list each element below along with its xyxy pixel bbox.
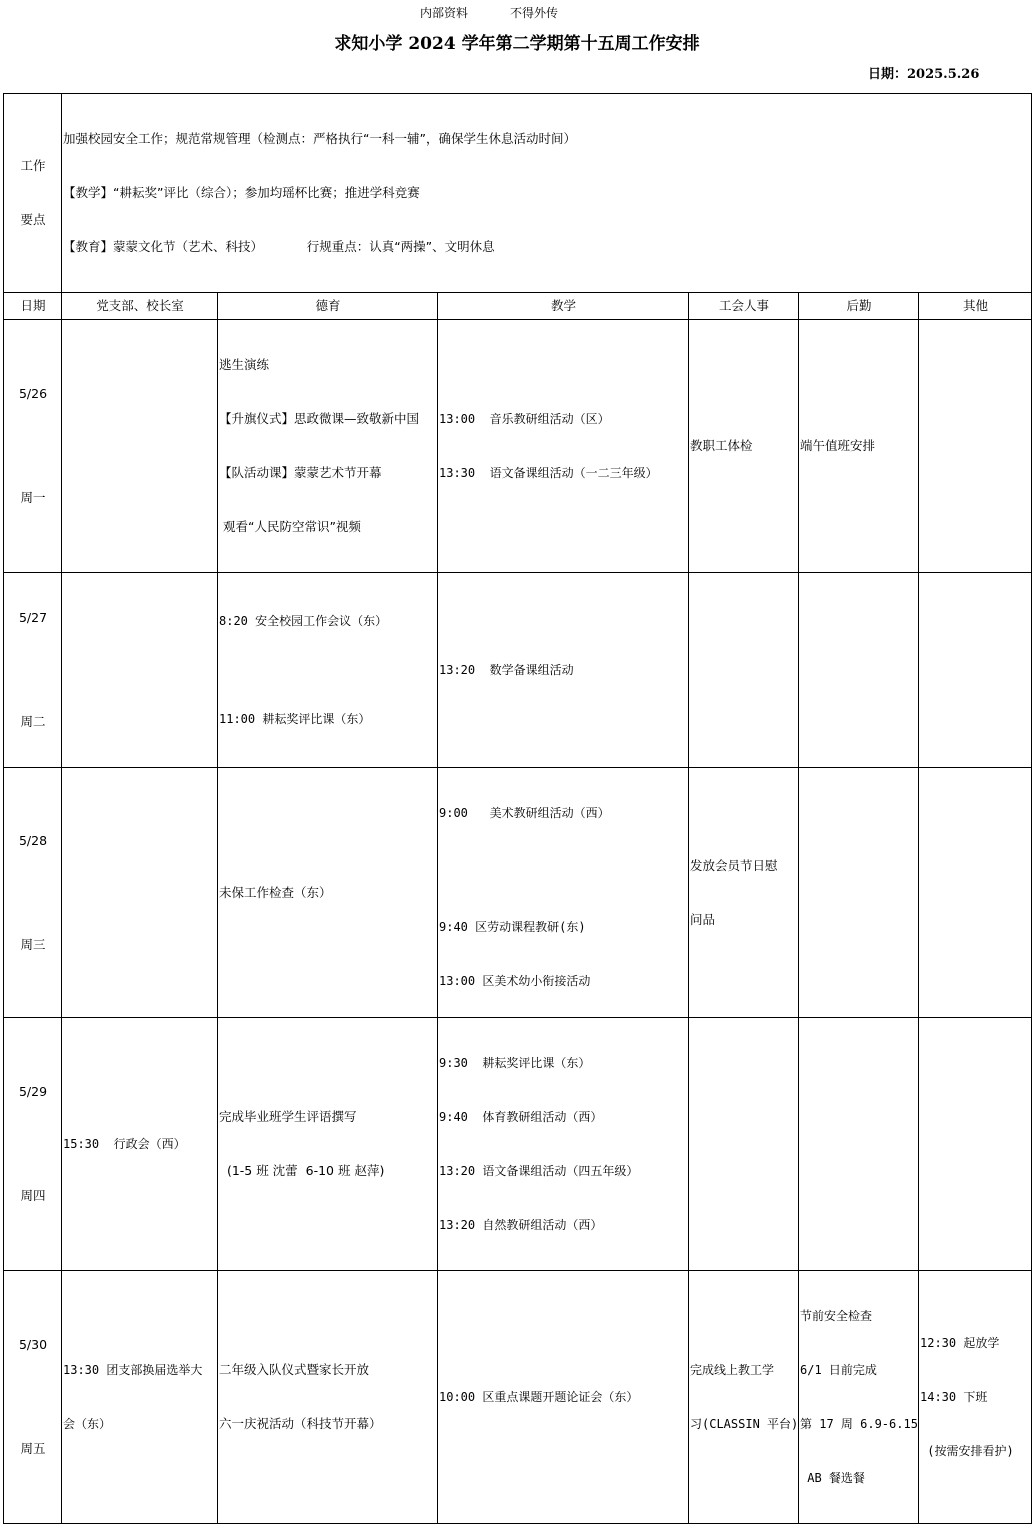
union-cell: [689, 1018, 799, 1271]
other-cell: 12:30 起放学 14:30 下班 (按需安排看护): [919, 1271, 1032, 1524]
day-cell: 5/28 周三: [4, 768, 62, 1018]
party-cell: 15:30 行政会（西）: [62, 1018, 218, 1271]
teaching-cell: 13:20 数学备课组活动: [438, 573, 689, 768]
other-cell: [919, 768, 1032, 1018]
moral-cell: 完成毕业班学生评语撰写 (1-5 班 沈蕾 6-10 班 赵萍): [218, 1018, 438, 1271]
key-work-content: [62, 94, 1032, 293]
key-work-line: 【教育】蒙蒙文化节（艺术、科技） 行规重点：认真“两操”、文明休息: [63, 239, 495, 254]
teaching-cell: 9:30 耕耘奖评比课（东） 9:40 体育教研组活动（西） 13:20 语文备课组活动（四五年级） 13:20 自然教研组活动（西）: [438, 1018, 689, 1271]
column-header-row: [4, 293, 1032, 320]
key-work-line: 【教学】“耕耘奖”评比（综合）；参加均瑶杯比赛；推进学科竞赛: [63, 185, 420, 200]
logistics-cell: 端午值班安排: [799, 320, 919, 573]
internal-label: 内部资料: [420, 6, 469, 20]
logistics-cell: [799, 1018, 919, 1271]
other-cell: [919, 320, 1032, 573]
table-row: [4, 1271, 1032, 1524]
day-cell: 5/30 周五: [4, 1271, 62, 1524]
page-title: 求知小学 2024 学年第二学期第十五周工作安排: [334, 34, 700, 54]
moral-cell: 8:20 安全校园工作会议（东） 11:00 耕耘奖评比课（东）: [218, 573, 438, 768]
teaching-cell: 13:00 音乐教研组活动（区） 13:30 语文备课组活动（一二三年级）: [438, 320, 689, 573]
other-cell: [919, 1018, 1032, 1271]
moral-cell: 二年级入队仪式暨家长开放 六一庆祝活动（科技节开幕）: [218, 1271, 438, 1524]
col-header-date: 日期: [4, 293, 62, 320]
logistics-cell: [799, 573, 919, 768]
teaching-cell: 10:00 区重点课题开题论证会（东）: [438, 1271, 689, 1524]
party-cell: 13:30 团支部换届选举大 会（东）: [62, 1271, 218, 1524]
col-header-moral: 德育: [218, 293, 438, 320]
party-cell: [62, 768, 218, 1018]
table-row: [4, 573, 1032, 768]
union-cell: 教职工体检: [689, 320, 799, 573]
union-cell: [689, 573, 799, 768]
table-row: [4, 768, 1032, 1018]
party-cell: [62, 320, 218, 573]
other-cell: [919, 573, 1032, 768]
key-work-line: 加强校园安全工作；规范常规管理（检测点：严格执行“一科一辅”，确保学生休息活动时间）: [63, 131, 576, 146]
logistics-cell: 节前安全检查 6/1 日前完成 第 17 周 6.9-6.15 AB 餐选餐: [799, 1271, 919, 1524]
day-cell: 5/26 周一: [4, 320, 62, 573]
no-spread-label: 不得外传: [510, 6, 559, 20]
col-header-union: 工会人事: [689, 293, 799, 320]
union-cell: 发放会员节日慰 问品: [689, 768, 799, 1018]
page-header: [0, 4, 1034, 22]
day-cell: 5/27 周二: [4, 573, 62, 768]
col-header-logistics: 后勤: [799, 293, 919, 320]
col-header-teaching: 教学: [438, 293, 689, 320]
union-cell: 完成线上教工学 习(CLASSIN 平台): [689, 1271, 799, 1524]
key-work-label: 工作 要点: [4, 94, 62, 293]
moral-cell: 未保工作检查（东）: [218, 768, 438, 1018]
day-cell: 5/29 周四: [4, 1018, 62, 1271]
party-cell: [62, 573, 218, 768]
schedule-table: [3, 93, 1032, 1524]
teaching-cell: 9:00 美术教研组活动（西） 9:40 区劳动课程教研(东) 13:00 区美术幼小衔接活动: [438, 768, 689, 1018]
schedule-date: 日期：2025.5.26: [868, 67, 980, 82]
moral-cell: 逃生演练 【升旗仪式】思政微课—致敬新中国 【队活动课】蒙蒙艺术节开幕 观看“人民防空常识”视频: [218, 320, 438, 573]
logistics-cell: [799, 768, 919, 1018]
col-header-party: 党支部、校长室: [62, 293, 218, 320]
table-row: [4, 1018, 1032, 1271]
col-header-other: 其他: [919, 293, 1032, 320]
table-row: [4, 320, 1032, 573]
key-work-row: [4, 94, 1032, 293]
